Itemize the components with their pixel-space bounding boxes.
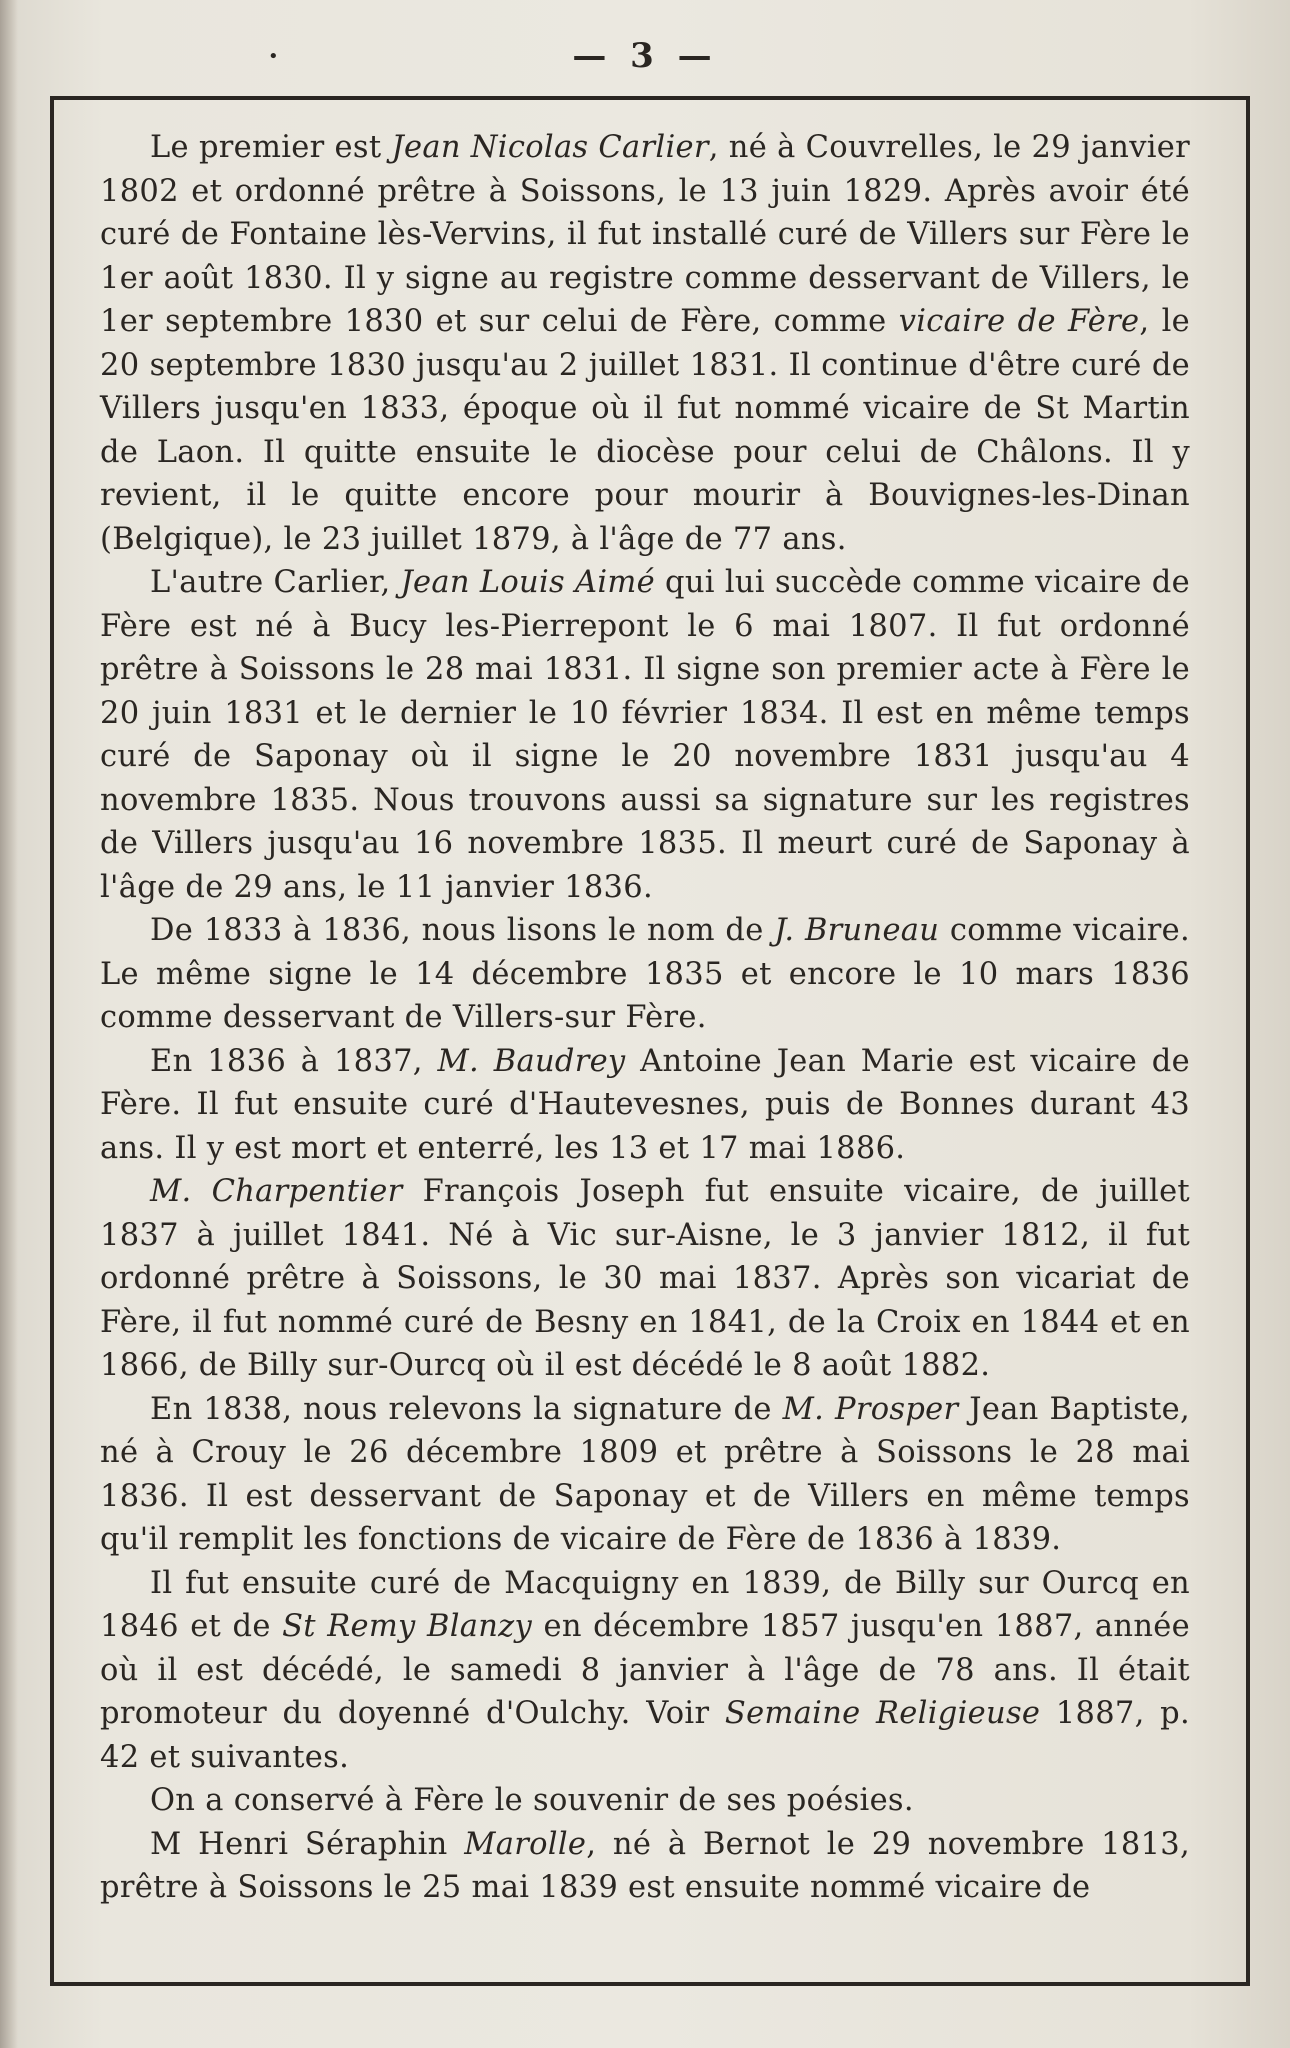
paragraph-1: Le premier est Jean Nicolas Carlier, né à Couvrelles, le 29 janvier 1802 et ordonné prêtre à Soissons, le 13 juin 1829. Après avoir été curé de Fontaine lès-Vervins, il fut installé curé de Villers sur Fère le 1er août 1830. Il y signe au registre comme desservant de Villers, le 1er septembre 1830 et sur celui de Fère, comme vicaire de Fère, le 20 septembre 1830 jusqu'au 2 juillet 1831. Il continue d'être curé de Villers jusqu'en 1833, époque où il fut nommé vicaire de St Martin de Laon. Il quitte ensuite le diocèse pour celui de Châlons. Il y revient, il le quitte encore pour mourir à Bouvignes-les-Dinan (Belgique), le 23 juillet 1879, à l'âge de 77 ans. — [100, 130, 1191, 557]
body-text — [100, 126, 1190, 1910]
paragraph-7: Il fut ensuite curé de Macquigny en 1839, de Billy sur Ourcq en 1846 et de St Remy Blanzy en décembre 1857 jusqu'en 1887, année où il est décédé, le samedi 8 janvier à l'âge de 78 ans. Il était promoteur du doyenné d'Oulchy. Voir Semaine Religieuse 1887, p. 42 et suivantes. — [100, 1565, 1191, 1775]
paragraph-8: On a conservé à Fère le souvenir de ses poésies. — [150, 1783, 914, 1818]
paragraph-3: De 1833 à 1836, nous lisons le nom de J. Bruneau comme vicaire. Le même signe le 14 décembre 1835 et encore le 10 mars 1836 comme desservant de Villers-sur Fère. — [100, 913, 1190, 1035]
paragraph-9: M Henri Séraphin Marolle, né à Bernot le 29 novembre 1813, prêtre à Soissons le 25 mai 1839 est ensuite nommé vicaire de — [100, 1826, 1190, 1905]
paragraph-4: En 1836 à 1837, M. Baudrey Antoine Jean Marie est vicaire de Fère. Il fut ensuite curé d'Hautevesnes, puis de Bonnes durant 43 ans. Il y est mort et enterré, les 13 et 17 mai 1886. — [100, 1043, 1190, 1166]
paragraph-5: M. Charpentier François Joseph fut ensuite vicaire, de juillet 1837 à juillet 1841. Né à Vic sur-Aisne, le 3 janvier 1812, il fut ordonné prêtre à Soissons, le 30 mai 1837. Après son vicariat de Fère, il fut nommé curé de Besny en 1841, de la Croix en 1844 et en 1866, de Billy sur-Ourcq où il est décédé le 8 août 1882. — [100, 1174, 1190, 1383]
paragraph-6: En 1838, nous relevons la signature de M. Prosper Jean Baptiste, né à Crouy le 26 décembre 1809 et prêtre à Soissons le 28 mai 1836. Il est desservant de Saponay et de Villers en même temps qu'il remplit les fonctions de vicaire de Fère de 1836 à 1839. — [100, 1391, 1191, 1557]
page-number: — 3 — — [572, 36, 718, 76]
binding-fold — [0, 0, 18, 2048]
ink-speck: • — [268, 46, 279, 67]
paragraph-2: L'autre Carlier, Jean Louis Aimé qui lui succède comme vicaire de Fère est né à Bucy les-Pierrepont le 6 mai 1807. Il fut ordonné prêtre à Soissons le 28 mai 1831. Il signe son premier acte à Fère le 20 juin 1831 et le dernier le 10 février 1834. Il est en même temps curé de Saponay où il signe le 20 novembre 1831 jusqu'au 4 novembre 1835. Nous trouvons aussi sa signature sur les registres de Villers jusqu'au 16 novembre 1835. Il meurt curé de Saponay à l'âge de 29 ans, le 11 janvier 1836. — [100, 565, 1190, 905]
